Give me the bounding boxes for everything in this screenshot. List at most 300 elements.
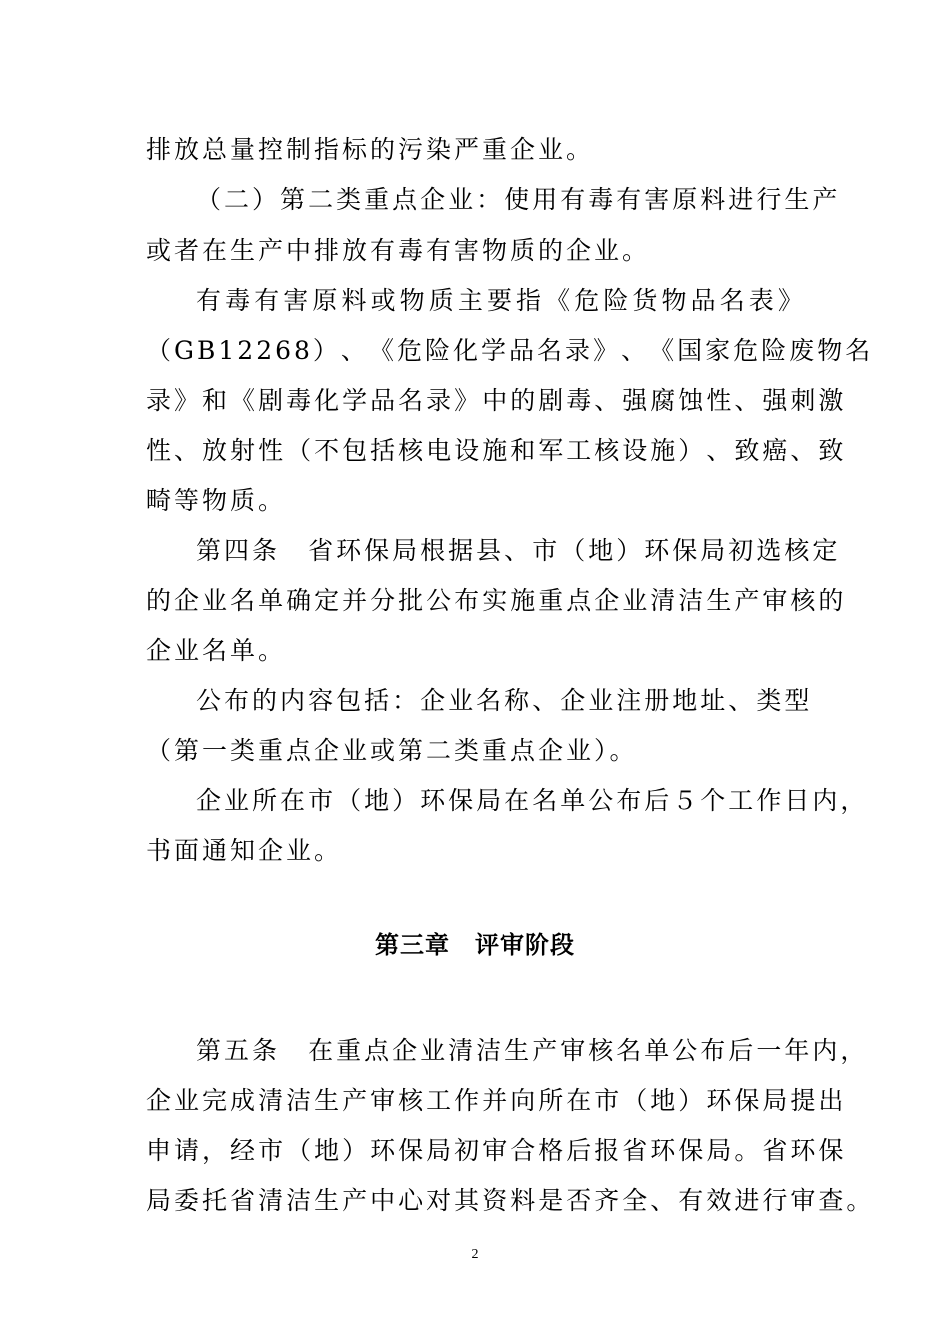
glyph: 危 <box>574 286 603 315</box>
glyph: 的 <box>510 386 539 415</box>
paragraph-line <box>146 1183 875 1219</box>
glyph: 环 <box>336 536 365 565</box>
glyph: 定 <box>314 586 343 615</box>
glyph: 清 <box>650 586 679 615</box>
paragraph-line <box>196 533 841 569</box>
glyph: 环 <box>644 536 673 565</box>
glyph: 性 <box>146 436 175 465</box>
glyph: 的 <box>252 686 281 715</box>
glyph: 业 <box>202 586 231 615</box>
glyph: ） <box>678 1086 707 1115</box>
glyph: 保 <box>398 1136 427 1165</box>
glyph: 品 <box>370 386 399 415</box>
glyph: 的 <box>146 586 175 615</box>
glyph: 指 <box>516 286 545 315</box>
glyph: 毒 <box>566 386 595 415</box>
glyph: 业 <box>622 586 651 615</box>
glyph: 保 <box>364 536 393 565</box>
glyph: 产 <box>342 1186 371 1215</box>
glyph: 地 <box>314 1136 343 1165</box>
glyph: 称 <box>504 686 533 715</box>
glyph: （ <box>146 336 175 365</box>
glyph: 危 <box>733 336 762 365</box>
glyph: 和 <box>510 436 539 465</box>
glyph: 地 <box>672 686 701 715</box>
glyph: 出 <box>818 1086 847 1115</box>
glyph: 省 <box>308 536 337 565</box>
paragraph-line: 或者在生产中排放有毒有害物质的企业。 <box>146 236 651 265</box>
glyph: 点 <box>566 586 595 615</box>
glyph: 毒 <box>286 386 315 415</box>
glyph: 审 <box>762 586 791 615</box>
glyph: 业 <box>420 1036 449 1065</box>
glyph: 企 <box>420 185 449 214</box>
glyph: 军 <box>538 436 567 465</box>
glyph: 型 <box>784 686 813 715</box>
glyph: 核 <box>790 586 819 615</box>
glyph: 审 <box>482 1136 511 1165</box>
glyph: 核 <box>398 1086 427 1115</box>
paragraph-line <box>196 283 806 319</box>
glyph: 县 <box>476 536 505 565</box>
glyph: 2 <box>237 336 257 365</box>
glyph: 工 <box>566 436 595 465</box>
glyph: 环 <box>420 786 449 815</box>
glyph: 电 <box>426 436 455 465</box>
glyph: 环 <box>370 1136 399 1165</box>
glyph: 在 <box>504 786 533 815</box>
glyph: 有 <box>196 286 225 315</box>
glyph: 市 <box>308 786 337 815</box>
glyph: 单 <box>560 786 589 815</box>
glyph: 原 <box>312 286 341 315</box>
glyph: 业 <box>448 185 477 214</box>
glyph: 录 <box>426 386 455 415</box>
glyph: 省 <box>622 1136 651 1165</box>
glyph: 省 <box>230 1186 259 1215</box>
paragraph-line <box>146 1083 847 1119</box>
glyph: ） <box>392 786 421 815</box>
glyph: 8 <box>294 336 313 365</box>
glyph: 企 <box>196 786 225 815</box>
glyph: 清 <box>448 1036 477 1065</box>
glyph: （ <box>286 1136 315 1165</box>
glyph: 、 <box>650 1186 679 1215</box>
glyph: 《 <box>649 336 678 365</box>
glyph: 公 <box>672 1036 701 1065</box>
glyph: 布 <box>454 586 483 615</box>
glyph: ） <box>342 1136 371 1165</box>
glyph: 《 <box>545 286 574 315</box>
glyph: 工 <box>728 786 757 815</box>
glyph: 内 <box>812 786 841 815</box>
glyph: 》 <box>454 386 483 415</box>
glyph: 料 <box>700 185 729 214</box>
glyph: 的 <box>818 586 847 615</box>
glyph: 有 <box>254 286 283 315</box>
glyph: 对 <box>426 1186 455 1215</box>
glyph: 在 <box>308 1036 337 1065</box>
glyph: 点 <box>364 1036 393 1065</box>
glyph: 审 <box>370 1086 399 1115</box>
glyph: （ <box>196 185 225 214</box>
glyph: 全 <box>622 1186 651 1215</box>
glyph: 经 <box>230 1136 259 1165</box>
glyph: 省 <box>762 1136 791 1165</box>
glyph: 生 <box>784 185 813 214</box>
glyph: 向 <box>510 1086 539 1115</box>
glyph: 内 <box>812 1036 841 1065</box>
glyph: 害 <box>283 286 312 315</box>
glyph: 条 <box>252 536 281 565</box>
glyph: 确 <box>286 586 315 615</box>
glyph: 名 <box>476 686 505 715</box>
glyph: 业 <box>224 786 253 815</box>
glyph: 国 <box>677 336 706 365</box>
glyph: 括 <box>370 436 399 465</box>
glyph: 产 <box>812 185 841 214</box>
glyph: 、 <box>340 336 369 365</box>
glyph: 性 <box>258 436 287 465</box>
glyph: 废 <box>789 336 818 365</box>
glyph: 合 <box>510 1136 539 1165</box>
glyph: 进 <box>734 1186 763 1215</box>
glyph: 点 <box>392 185 421 214</box>
glyph: 局 <box>476 786 505 815</box>
glyph: 布 <box>224 686 253 715</box>
page-number: 2 <box>471 1247 479 1262</box>
glyph: 保 <box>448 786 477 815</box>
glyph: 地 <box>364 786 393 815</box>
glyph: 刺 <box>790 386 819 415</box>
glyph: 名 <box>845 336 874 365</box>
glyph: ： <box>392 686 421 715</box>
glyph: 洁 <box>476 1036 505 1065</box>
glyph: （ <box>560 536 589 565</box>
glyph: ， <box>202 1136 231 1165</box>
glyph: 初 <box>454 1136 483 1165</box>
glyph: 射 <box>230 436 259 465</box>
glyph: 并 <box>482 1086 511 1115</box>
glyph: 癌 <box>762 436 791 465</box>
glyph: 并 <box>342 586 371 615</box>
glyph: 剧 <box>538 386 567 415</box>
glyph: 册 <box>644 686 673 715</box>
chapter-heading: 第三章 评审阶段 <box>375 931 575 959</box>
glyph: 布 <box>616 786 645 815</box>
glyph: 核 <box>594 436 623 465</box>
glyph: 公 <box>588 786 617 815</box>
glyph: 公 <box>426 586 455 615</box>
glyph: 第 <box>196 1036 225 1065</box>
glyph: 四 <box>224 536 253 565</box>
glyph: 、 <box>174 436 203 465</box>
glyph: 、 <box>734 386 763 415</box>
glyph: 不 <box>314 436 343 465</box>
glyph: 主 <box>457 286 486 315</box>
glyph: 容 <box>308 686 337 715</box>
glyph: 清 <box>258 1086 287 1115</box>
glyph: 分 <box>370 586 399 615</box>
glyph: 局 <box>700 536 729 565</box>
glyph: 生 <box>504 1036 533 1065</box>
paragraph-line <box>196 182 841 218</box>
glyph: 请 <box>174 1136 203 1165</box>
glyph: 《 <box>368 336 397 365</box>
glyph: 《 <box>230 386 259 415</box>
glyph: 市 <box>532 536 561 565</box>
glyph: 后 <box>644 786 673 815</box>
glyph: 日 <box>784 786 813 815</box>
paragraph-line <box>196 1033 869 1069</box>
glyph: 后 <box>566 1136 595 1165</box>
glyph: 效 <box>706 1186 735 1215</box>
glyph: 剧 <box>258 386 287 415</box>
glyph: 、 <box>532 686 561 715</box>
glyph: 物 <box>817 336 846 365</box>
glyph: 重 <box>364 185 393 214</box>
glyph: 审 <box>790 1186 819 1215</box>
glyph: ， <box>840 786 869 815</box>
glyph: 行 <box>756 185 785 214</box>
glyph: 二 <box>224 185 253 214</box>
glyph: 施 <box>650 436 679 465</box>
glyph: 资 <box>482 1186 511 1215</box>
glyph: 》 <box>777 286 806 315</box>
glyph: 致 <box>734 436 763 465</box>
paragraph-line: 书面通知企业。 <box>146 836 343 865</box>
glyph: 址 <box>700 686 729 715</box>
glyph: 在 <box>280 786 309 815</box>
glyph: 生 <box>314 1086 343 1115</box>
glyph: 括 <box>364 686 393 715</box>
glyph: 名 <box>398 386 427 415</box>
glyph: 工 <box>426 1086 455 1115</box>
glyph: 类 <box>756 686 785 715</box>
glyph: 化 <box>452 336 481 365</box>
glyph: 市 <box>594 1086 623 1115</box>
glyph: 环 <box>650 1136 679 1165</box>
glyph: 物 <box>399 286 428 315</box>
glyph: 。 <box>734 1136 763 1165</box>
glyph: 类 <box>336 185 365 214</box>
glyph: 五 <box>224 1036 253 1065</box>
glyph: 作 <box>454 1086 483 1115</box>
glyph: 施 <box>482 436 511 465</box>
glyph: 所 <box>538 1086 567 1115</box>
glyph: 表 <box>748 286 777 315</box>
glyph: 据 <box>448 536 477 565</box>
glyph: 使 <box>504 185 533 214</box>
glyph: 行 <box>762 1186 791 1215</box>
glyph: 名 <box>532 786 561 815</box>
glyph: 害 <box>644 185 673 214</box>
paragraph-line <box>196 683 813 719</box>
glyph: 环 <box>790 1136 819 1165</box>
glyph: 险 <box>603 286 632 315</box>
glyph: 托 <box>202 1186 231 1215</box>
glyph: 、 <box>790 436 819 465</box>
glyph: 重 <box>336 1036 365 1065</box>
glyph: ） <box>678 436 707 465</box>
glyph: 、 <box>706 436 735 465</box>
glyph: 第 <box>196 536 225 565</box>
glyph: 第 <box>280 185 309 214</box>
glyph: 局 <box>426 1136 455 1165</box>
glyph: 中 <box>482 386 511 415</box>
glyph: 要 <box>486 286 515 315</box>
glyph: 设 <box>622 436 651 465</box>
glyph: 所 <box>252 786 281 815</box>
glyph: 清 <box>258 1186 287 1215</box>
glyph: 险 <box>424 336 453 365</box>
glyph: ： <box>476 185 505 214</box>
glyph: ） <box>252 185 281 214</box>
glyph: 完 <box>202 1086 231 1115</box>
glyph: B <box>197 336 219 365</box>
paragraph-line <box>146 333 874 369</box>
glyph: 录 <box>565 336 594 365</box>
glyph: 进 <box>728 185 757 214</box>
glyph: 企 <box>560 686 589 715</box>
glyph: 录 <box>146 386 175 415</box>
glyph: 地 <box>588 536 617 565</box>
glyph: 提 <box>790 1086 819 1115</box>
glyph: 业 <box>448 686 477 715</box>
glyph: 名 <box>616 1036 645 1065</box>
glyph: （ <box>622 1086 651 1115</box>
glyph: 业 <box>174 1086 203 1115</box>
glyph: 或 <box>370 286 399 315</box>
glyph: 核 <box>588 1036 617 1065</box>
glyph: 查 <box>818 1186 847 1215</box>
paragraph-line: 企业名单。 <box>146 636 287 665</box>
glyph: 报 <box>594 1136 623 1165</box>
glyph: 腐 <box>650 386 679 415</box>
glyph: 市 <box>258 1136 287 1165</box>
glyph: 二 <box>308 185 337 214</box>
glyph: 放 <box>202 436 231 465</box>
glyph: 审 <box>560 1036 589 1065</box>
glyph: 申 <box>146 1136 175 1165</box>
glyph: 和 <box>202 386 231 415</box>
glyph: 6 <box>275 336 294 365</box>
glyph: 料 <box>510 1186 539 1215</box>
glyph: 化 <box>314 386 343 415</box>
glyph: 洁 <box>286 1086 315 1115</box>
glyph: 企 <box>420 686 449 715</box>
glyph: 成 <box>230 1086 259 1115</box>
glyph: 一 <box>756 1036 785 1065</box>
glyph: 地 <box>650 1086 679 1115</box>
glyph: 货 <box>632 286 661 315</box>
glyph: 毒 <box>225 286 254 315</box>
paragraph-line <box>146 433 847 469</box>
glyph: 后 <box>728 1036 757 1065</box>
glyph: 保 <box>818 1136 847 1165</box>
glyph: 料 <box>341 286 370 315</box>
glyph: 年 <box>784 1036 813 1065</box>
glyph: 强 <box>762 386 791 415</box>
glyph: 质 <box>428 286 457 315</box>
glyph: 施 <box>510 586 539 615</box>
glyph: 有 <box>616 185 645 214</box>
glyph: 设 <box>454 436 483 465</box>
glyph: 危 <box>396 336 425 365</box>
glyph: 局 <box>392 536 421 565</box>
glyph: 局 <box>762 1086 791 1115</box>
glyph: 企 <box>146 1086 175 1115</box>
glyph: 原 <box>672 185 701 214</box>
glyph: 根 <box>420 536 449 565</box>
glyph: 注 <box>616 686 645 715</box>
glyph: 生 <box>706 586 735 615</box>
glyph: 2 <box>256 336 276 365</box>
glyph: 心 <box>398 1186 427 1215</box>
glyph: 包 <box>342 436 371 465</box>
glyph: 单 <box>644 1036 673 1065</box>
glyph: 公 <box>196 686 225 715</box>
glyph: 个 <box>700 786 729 815</box>
glyph: 企 <box>594 586 623 615</box>
glyph: 激 <box>818 386 847 415</box>
glyph: 强 <box>622 386 651 415</box>
glyph: 性 <box>706 386 735 415</box>
glyph: 品 <box>509 336 538 365</box>
glyph: 产 <box>734 586 763 615</box>
glyph: （ <box>286 436 315 465</box>
glyph: 有 <box>560 185 589 214</box>
glyph: 内 <box>280 686 309 715</box>
glyph: 、 <box>504 536 533 565</box>
glyph: 包 <box>336 686 365 715</box>
glyph: 核 <box>398 436 427 465</box>
glyph: 重 <box>538 586 567 615</box>
glyph: 名 <box>230 586 259 615</box>
glyph: 在 <box>566 1086 595 1115</box>
glyph: 局 <box>146 1186 175 1215</box>
glyph: 保 <box>672 536 701 565</box>
paragraph-line <box>146 383 847 419</box>
glyph: 实 <box>482 586 511 615</box>
glyph: 初 <box>728 536 757 565</box>
glyph: 。 <box>846 1186 875 1215</box>
glyph: 批 <box>398 586 427 615</box>
glyph: 学 <box>342 386 371 415</box>
glyph: 布 <box>700 1036 729 1065</box>
glyph <box>280 533 308 569</box>
glyph: 业 <box>588 686 617 715</box>
glyph: 委 <box>174 1186 203 1215</box>
glyph: 选 <box>756 536 785 565</box>
glyph: 齐 <box>594 1186 623 1215</box>
glyph: 是 <box>538 1186 567 1215</box>
glyph: 环 <box>706 1086 735 1115</box>
glyph: 毒 <box>588 185 617 214</box>
glyph: 定 <box>812 536 841 565</box>
glyph: 名 <box>537 336 566 365</box>
glyph: 学 <box>481 336 510 365</box>
glyph: ） <box>312 336 341 365</box>
glyph: 产 <box>532 1036 561 1065</box>
glyph: 》 <box>593 336 622 365</box>
glyph: （ <box>336 786 365 815</box>
glyph: 企 <box>174 586 203 615</box>
paragraph-line: 排放总量控制指标的污染严重企业。 <box>146 135 595 164</box>
glyph: G <box>174 336 197 365</box>
glyph: 生 <box>314 1186 343 1215</box>
paragraph-line: （第一类重点企业或第二类重点企业）。 <box>146 736 638 765</box>
